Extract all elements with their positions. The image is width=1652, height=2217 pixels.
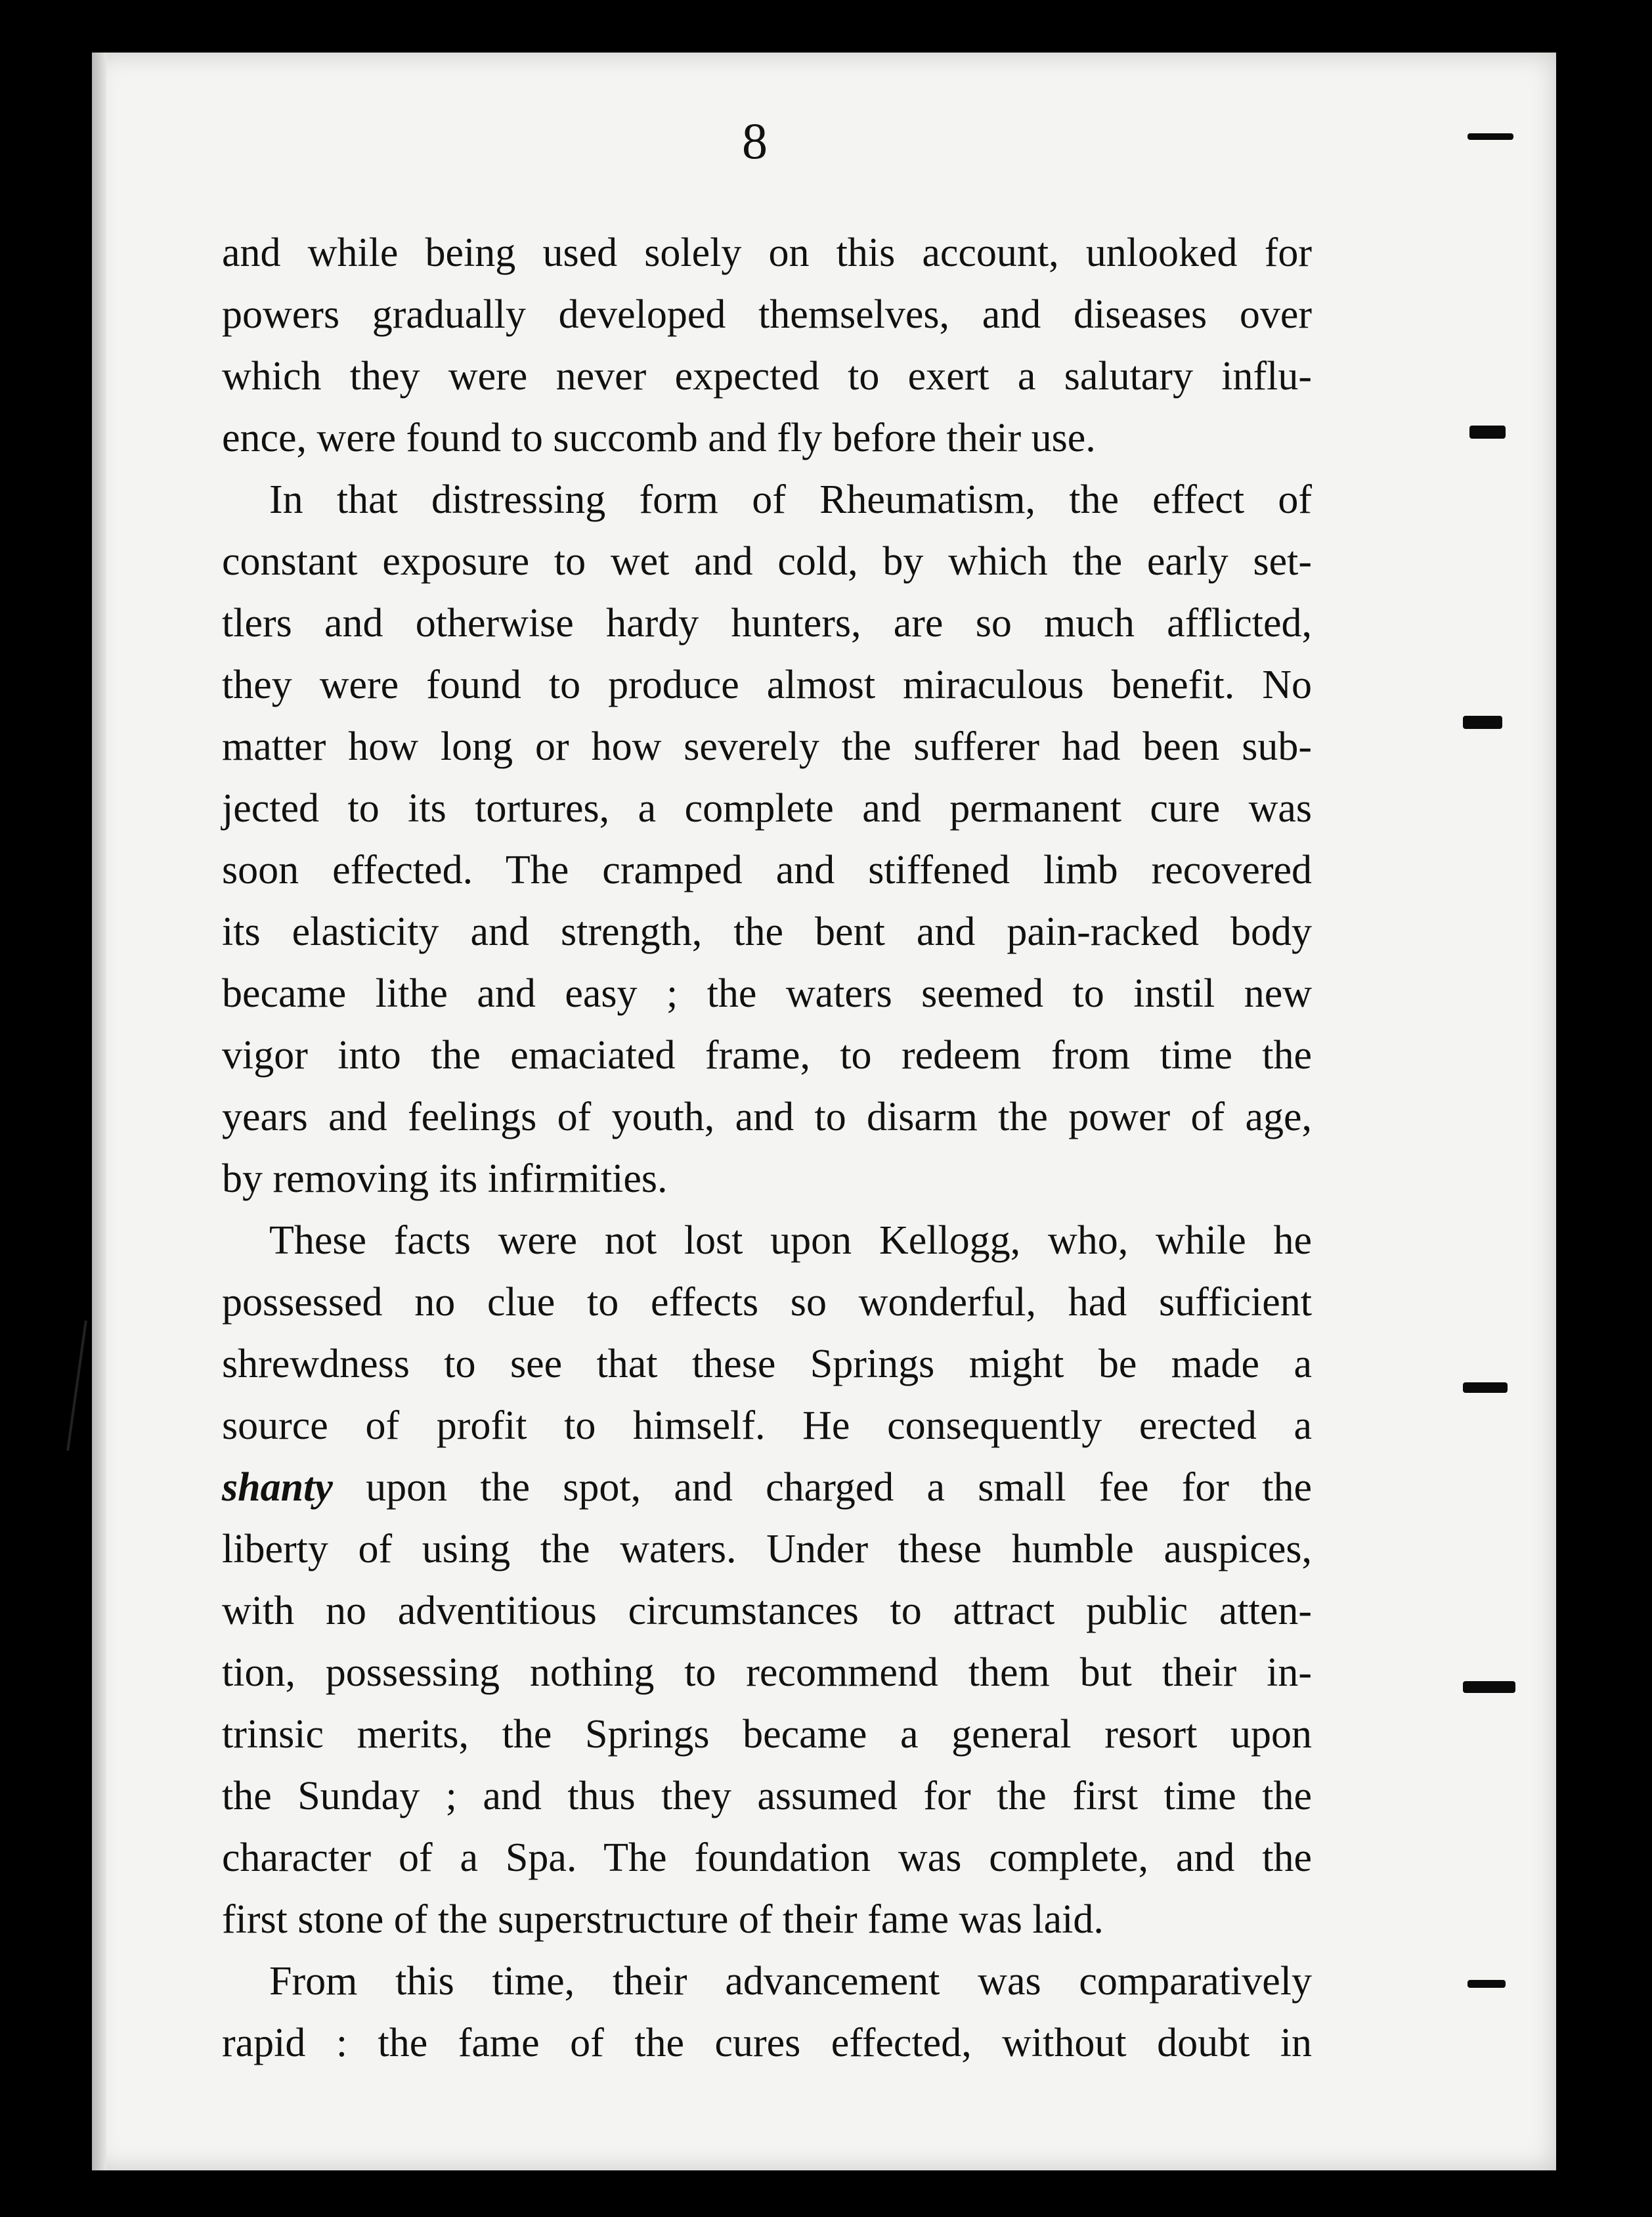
text-line: matter how long or how severely the sufferer had been sub- — [222, 724, 1312, 769]
line-remainder: upon the spot, and charged a small fee for the — [332, 1465, 1312, 1510]
margin-mark — [1463, 1681, 1515, 1693]
text-line: tion, possessing nothing to recommend them but their in- — [222, 1650, 1312, 1695]
text-line: possessed no clue to effects so wonderful, had sufficient — [222, 1280, 1312, 1325]
text-line: which they were never expected to exert a salutary influ- — [222, 354, 1312, 399]
text-line: From this time, their advancement was comparatively — [269, 1959, 1312, 2004]
page-binding-edge — [92, 53, 106, 2170]
text-line: the Sunday ; and thus they assumed for the first time the — [222, 1774, 1312, 1818]
text-line: source of profit to himself. He consequently erected a — [222, 1403, 1312, 1448]
margin-mark — [1463, 716, 1502, 729]
text-line — [222, 1457, 1312, 1518]
text-line: These facts were not lost upon Kellogg, who, while he — [269, 1218, 1312, 1263]
text-line: character of a Spa. The foundation was complete, and the — [222, 1835, 1312, 1880]
margin-mark — [1467, 1980, 1506, 1988]
text-line: rapid : the fame of the cures effected, without doubt in — [222, 2021, 1312, 2065]
text-line: tlers and otherwise hardy hunters, are so much afflicted, — [222, 601, 1312, 646]
text-line: vigor into the emaciated frame, to redeem from time the — [222, 1033, 1312, 1078]
text-line: by removing its infirmities. — [222, 1156, 668, 1201]
margin-mark — [1467, 133, 1513, 140]
text-line: soon effected. The cramped and stiffened limb recovered — [222, 848, 1312, 892]
text-line: and while being used solely on this account, unlooked for — [222, 230, 1312, 275]
text-line: first stone of the superstructure of their fame was laid. — [222, 1897, 1104, 1942]
text-line: became lithe and easy ; the waters seemed to instil new — [222, 971, 1312, 1016]
text-line: they were found to produce almost miraculous benefit. No — [222, 663, 1312, 707]
text-line: ence, were found to succomb and fly before their use. — [222, 416, 1096, 460]
text-line: liberty of using the waters. Under these humble auspices, — [222, 1527, 1312, 1571]
text-line: jected to its tortures, a complete and permanent cure was — [222, 786, 1312, 831]
text-line: trinsic merits, the Springs became a general resort upon — [222, 1712, 1312, 1757]
page-number: 8 — [742, 112, 768, 169]
left-margin-stroke — [66, 1321, 87, 1451]
body-text — [222, 222, 1312, 2074]
text-line: its elasticity and strength, the bent and pain-racked body — [222, 910, 1312, 954]
text-line: shrewdness to see that these Springs might be made a — [222, 1342, 1312, 1386]
text-line: constant exposure to wet and cold, by which the early set- — [222, 539, 1312, 584]
margin-mark — [1463, 1382, 1508, 1393]
margin-mark — [1469, 426, 1506, 439]
text-line: with no adventitious circumstances to attract public atten- — [222, 1589, 1312, 1633]
text-line: powers gradually developed themselves, and diseases over — [222, 292, 1312, 337]
italic-word: shanty — [222, 1465, 333, 1510]
text-line: years and feelings of youth, and to disarm the power of age, — [222, 1095, 1312, 1139]
text-line: In that distressing form of Rheumatism, the effect of — [269, 477, 1312, 522]
